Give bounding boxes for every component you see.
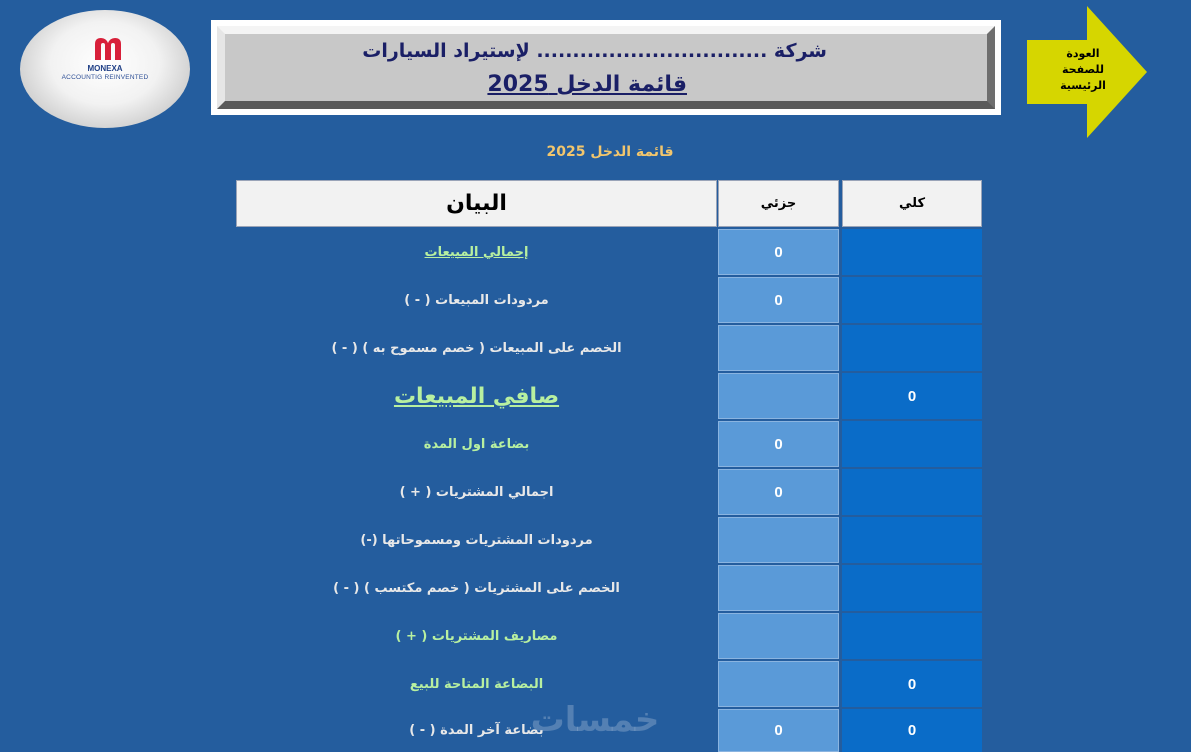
row-partial-cell[interactable]: 0: [718, 229, 839, 275]
row-partial-cell[interactable]: [718, 661, 839, 707]
row-total-cell[interactable]: [842, 565, 982, 611]
back-button-label: العودة للصفحة الرئيسية: [1060, 47, 1106, 92]
company-name-line: شركة ................................ لإستيراد السيارات: [362, 40, 827, 62]
row-label-gross-sales: إجمالي المبيعات: [424, 244, 529, 260]
row-label-opening-inventory: بضاعة اول المدة: [423, 436, 530, 452]
row-label-goods-available: البضاعة المتاحة للبيع: [409, 676, 544, 692]
logo-brand-text: MONEXA: [87, 64, 123, 73]
income-statement-subtitle: قائمة الدخل 2025: [546, 144, 674, 160]
company-logo: [20, 10, 190, 128]
row-label-closing-inventory: بضاعة آخر المدة ( - ): [409, 722, 544, 738]
row-total-cell[interactable]: [842, 613, 982, 659]
row-partial-cell[interactable]: 0: [718, 469, 839, 515]
column-header-description: البيان: [236, 180, 717, 227]
row-partial-cell[interactable]: [718, 373, 839, 419]
row-partial-cell[interactable]: [718, 517, 839, 563]
row-partial-cell[interactable]: [718, 613, 839, 659]
row-total-cell[interactable]: [842, 517, 982, 563]
column-header-total: كلي: [842, 180, 982, 227]
row-label-total-purchases: اجمالي المشتريات ( + ): [399, 484, 554, 500]
row-total-cell[interactable]: [842, 469, 982, 515]
row-label-net-sales: صافي المبيعات: [393, 383, 560, 409]
logo-mark-icon: [93, 36, 123, 62]
row-total-cell[interactable]: 0: [842, 661, 982, 707]
row-total-cell[interactable]: [842, 229, 982, 275]
row-partial-cell[interactable]: [718, 325, 839, 371]
watermark-text: خمسات: [530, 700, 660, 740]
row-total-cell[interactable]: [842, 277, 982, 323]
row-partial-cell[interactable]: [718, 565, 839, 611]
back-to-main-button[interactable]: [1027, 6, 1147, 138]
row-partial-cell[interactable]: 0: [718, 277, 839, 323]
header-bevel-panel: [217, 26, 995, 109]
row-total-cell[interactable]: [842, 325, 982, 371]
row-partial-cell[interactable]: 0: [718, 421, 839, 467]
column-header-partial: جزئي: [718, 180, 839, 227]
row-total-cell[interactable]: [842, 421, 982, 467]
statement-title: قائمة الدخل 2025: [487, 72, 687, 97]
row-label-purchase-discount: الخصم على المشتريات ( خصم مكتسب ) ( - ): [333, 580, 620, 596]
row-label-purchase-returns: مردودات المشتريات ومسموحاتها (-): [360, 532, 593, 548]
row-label-sales-discount: الخصم على المبيعات ( خصم مسموح به ) ( - ): [331, 340, 622, 356]
row-total-cell[interactable]: 0: [842, 373, 982, 419]
row-partial-cell[interactable]: 0: [718, 709, 839, 752]
header-banner: [211, 20, 1001, 115]
logo-tagline: ACCOUNTIG REINVENTED: [61, 74, 149, 81]
row-total-cell[interactable]: 0: [842, 709, 982, 752]
row-label-purchase-expenses: مصاريف المشتريات ( + ): [395, 628, 558, 644]
row-label-sales-returns: مردودات المبيعات ( - ): [404, 292, 549, 308]
